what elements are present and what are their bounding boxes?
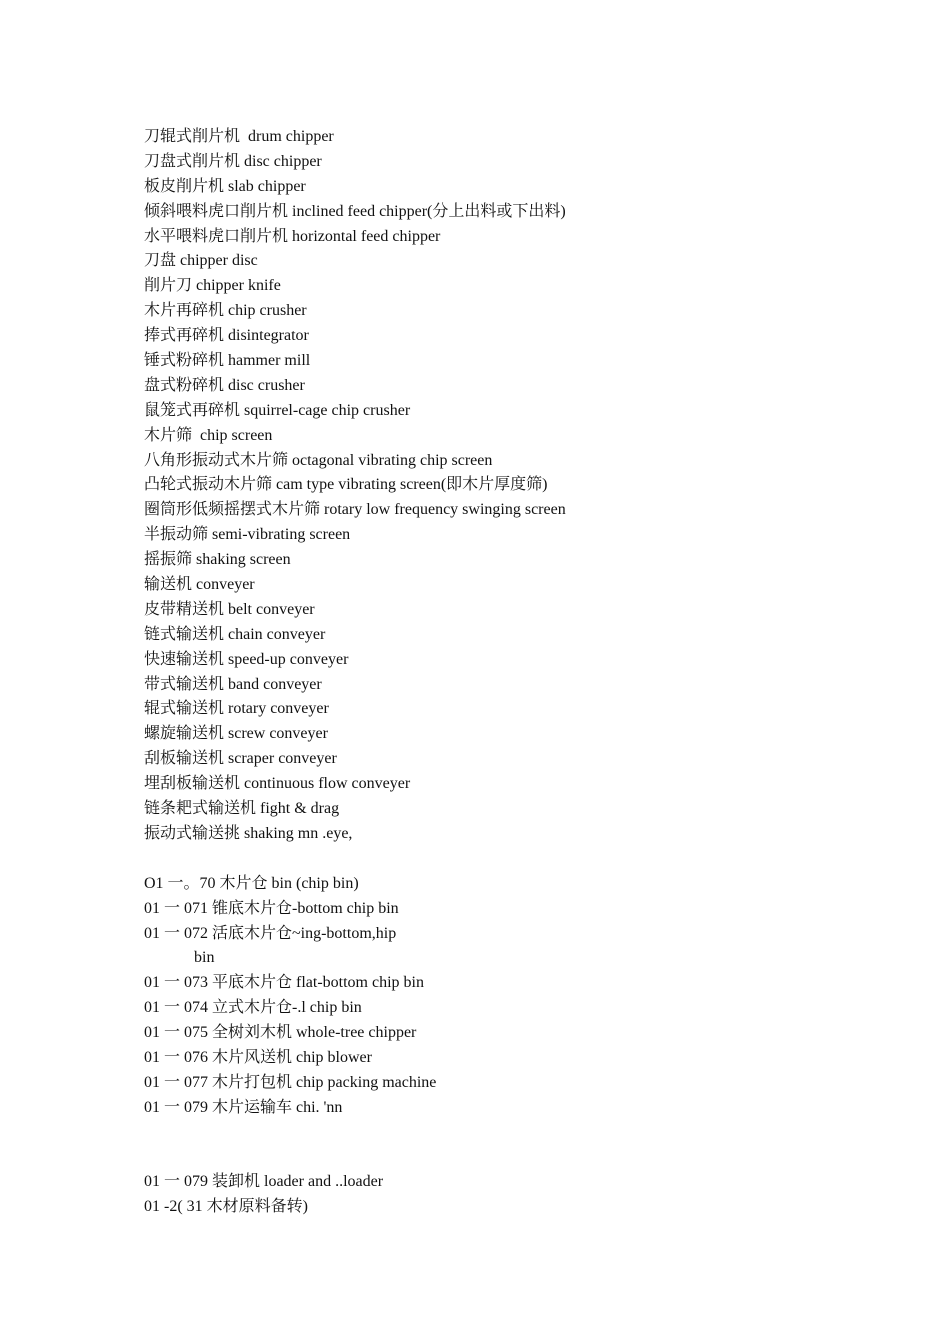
- term-line: 凸轮式振动木片筛 cam type vibrating screen(即木片厚度筛): [144, 476, 548, 494]
- term-line: 01 一 074 立式木片仓-.l chip bin: [144, 999, 362, 1017]
- term-line: 木片筛 chip screen: [144, 426, 273, 444]
- term-line: 振动式输送挑 shaking mn .eye,: [144, 824, 353, 842]
- term-line: 半振动筛 semi-vibrating screen: [144, 526, 351, 544]
- blank-line: [144, 847, 844, 872]
- term-line: 刀盘式削片机 disc chipper: [144, 152, 322, 170]
- term-line: 刀盘 chipper disc: [144, 252, 258, 270]
- term-line: 01 一 076 木片风送机 chip blower: [144, 1048, 372, 1066]
- term-line: 带式输送机 band conveyer: [144, 675, 322, 693]
- term-line: 板皮削片机 slab chipper: [144, 177, 306, 195]
- term-line: 刮板输送机 scraper conveyer: [144, 750, 337, 768]
- term-list-block-3: [144, 1170, 844, 1220]
- term-line: 01 一 071 锥底木片仓-bottom chip bin: [144, 899, 399, 917]
- term-line: 01 一 079 木片运输车 chi. 'nn: [144, 1098, 343, 1116]
- term-line: 圈筒形低频摇摆式木片筛 rotary low frequency swinging screen: [144, 501, 566, 519]
- term-list-block-1: [144, 125, 844, 847]
- term-list-block-2: [144, 872, 844, 1121]
- term-line: 皮带精送机 belt conveyer: [144, 600, 315, 618]
- term-line: 01 一 075 全树刘木机 whole-tree chipper: [144, 1024, 417, 1042]
- term-line: 快速输送机 speed-up conveyer: [144, 650, 349, 668]
- term-line: 刀辊式削片机 drum chipper: [144, 128, 334, 145]
- blank-line: [144, 1121, 844, 1146]
- term-line: 链式输送机 chain conveyer: [144, 625, 326, 643]
- blank-line: [144, 1146, 844, 1171]
- term-line: 削片刀 chipper knife: [144, 277, 281, 295]
- term-line: O1 一。70 木片仓 bin (chip bin): [144, 874, 359, 892]
- term-line: 木片再碎机 chip crusher: [144, 302, 307, 320]
- term-line: 埋刮板输送机 continuous flow conveyer: [144, 775, 411, 793]
- term-line: 摇振筛 shaking screen: [144, 551, 291, 569]
- term-line: 锤式粉碎机 hammer mill: [144, 352, 311, 370]
- term-line: 盘式粉碎机 disc crusher: [144, 376, 305, 394]
- term-line: 01 一 073 平底木片仓 flat-bottom chip bin: [144, 974, 424, 992]
- term-line: 鼠笼式再碎机 squirrel-cage chip crusher: [144, 401, 411, 419]
- term-line: 八角形振动式木片筛 octagonal vibrating chip screen: [144, 451, 493, 469]
- term-line: 01 一 079 装卸机 loader and ..loader: [144, 1173, 384, 1191]
- term-line: 倾斜喂料虎口削片机 inclined feed chipper(分上出料或下出料): [144, 202, 566, 220]
- term-line: 链条耙式输送机 fight & drag: [144, 800, 340, 818]
- term-line-continuation: bin: [194, 949, 215, 967]
- term-line: 水平喂料虎口削片机 horizontal feed chipper: [144, 227, 441, 245]
- term-line: 01 一 077 木片打包机 chip packing machine: [144, 1073, 437, 1091]
- term-line: 输送机 conveyer: [144, 576, 255, 594]
- term-line: 螺旋输送机 screw conveyer: [144, 725, 328, 743]
- term-line: 01 一 072 活底木片仓~ing-bottom,hip: [144, 924, 397, 942]
- document-body: [144, 125, 844, 1220]
- term-line: 01 -2( 31 木材原料备转): [144, 1198, 308, 1216]
- term-line: 捧式再碎机 disintegrator: [144, 327, 309, 345]
- term-line: 辊式输送机 rotary conveyer: [144, 700, 329, 718]
